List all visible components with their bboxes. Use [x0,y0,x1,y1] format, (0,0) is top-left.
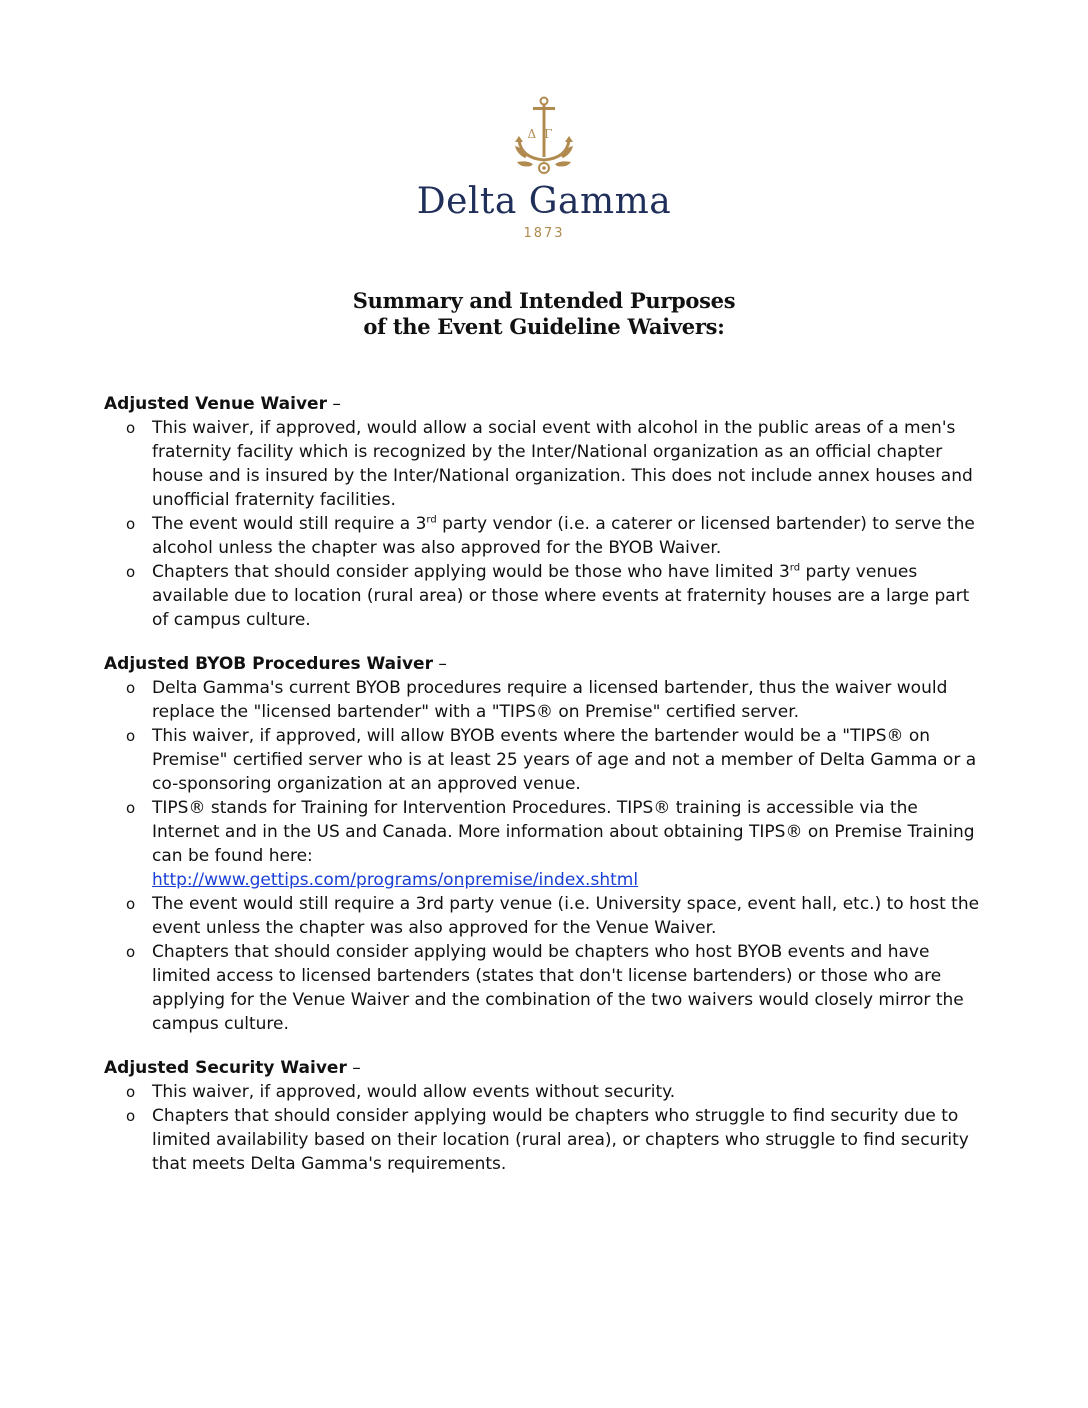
section-security [104,1056,984,1176]
bullet-list [104,1080,984,1176]
brand-year: 1873 [523,226,565,241]
bullet-list [104,416,984,632]
list-item [126,796,984,892]
section-heading [104,392,984,416]
section-heading-dash: – [346,1058,361,1078]
bullet-icon: o [126,515,136,533]
bullet-icon: o [126,563,136,581]
list-item [126,940,984,1036]
tips-link[interactable]: http://www.gettips.com/programs/onpremise/index.shtml [152,870,639,890]
list-item [126,1104,984,1176]
section-heading [104,1056,984,1080]
list-item-text: This waiver, if approved, would allow events without security. [152,1082,676,1102]
list-item-text: The event would still require a 3rd party venue (i.e. University space, event hall, etc.) to host the event unless the chapter was also approved for the Venue Waiver. [152,894,980,938]
section-byob [104,652,984,1036]
bullet-icon: o [126,727,136,745]
list-item-text: Chapters that should consider applying would be those who have limited 3 [152,562,790,582]
list-item [126,1080,984,1104]
list-item [126,512,984,560]
list-item-text: Chapters that should consider applying would be chapters who host BYOB events and have limited access to licensed bartenders (states that don't license bartenders) or those who are applying for the Venue Waiver and the combination of the two waivers would closely mirror the campus culture. [152,942,964,1034]
bullet-icon: o [126,1083,136,1101]
list-item-text: The event would still require a 3 [152,514,427,534]
logo-letters: ΔΓ [527,127,561,141]
section-heading-name: Adjusted Venue Waiver [104,394,327,414]
list-item [126,560,984,632]
section-heading-name: Adjusted BYOB Procedures Waiver [104,654,433,674]
list-item [126,676,984,724]
list-item [126,892,984,940]
ordinal-suffix: rd [426,514,437,526]
anchor-icon [511,96,577,180]
list-item-text: Delta Gamma's current BYOB procedures require a licensed bartender, thus the waiver would replace the "licensed bartender" with a "TIPS® on Premise" certified server. [152,678,948,722]
section-heading-dash: – [326,394,341,414]
list-item-text: party vendor (i.e. a caterer or licensed bartender) to serve the alcohol unless the chapter was also approved for the BYOB Waiver. [152,514,975,558]
ordinal-suffix: rd [789,562,801,574]
list-item-text: party venues available due to location (rural area) or those where events at fraternity houses are a large part of campus culture. [152,562,970,630]
title-line-2: of the Event Guideline Waivers: [363,314,725,339]
document-body [104,392,984,1196]
list-item-text: This waiver, if approved, will allow BYOB events where the bartender would be a "TIPS® on Premise" certified server who is at least 25 years of age and not a member of Delta Gamma or a co-sponsoring organization at an approved venue. [152,726,977,794]
bullet-icon: o [126,943,136,961]
list-item-text: TIPS® stands for Training for Intervention Procedures. TIPS® training is accessible via the Internet and in the US and Canada. More information about obtaining TIPS® on Premise Training can be found here: [152,798,975,866]
bullet-icon: o [126,679,136,697]
title-line-1: Summary and Intended Purposes [352,288,736,313]
bullet-list [104,676,984,1036]
bullet-icon: o [126,799,136,817]
bullet-icon: o [126,1107,136,1125]
list-item-text: Chapters that should consider applying would be chapters who struggle to find security due to limited availability based on their location (rural area), or chapters who struggle to find security that meets Delta Gamma's requirements. [152,1106,969,1174]
brand-name: Delta Gamma [416,181,672,222]
section-venue [104,392,984,632]
bullet-icon: o [126,419,136,437]
section-heading-name: Adjusted Security Waiver [104,1058,347,1078]
page-title [0,288,1088,340]
list-item [126,416,984,512]
list-item-text: This waiver, if approved, would allow a social event with alcohol in the public areas of a men's fraternity facility which is recognized by the Inter/National organization as an official chapter house and is insured by the Inter/National organization. This does not include annex houses and unofficial fraternity facilities. [152,418,973,510]
bullet-icon: o [126,895,136,913]
section-heading-dash: – [432,654,447,674]
section-heading [104,652,984,676]
list-item [126,724,984,796]
